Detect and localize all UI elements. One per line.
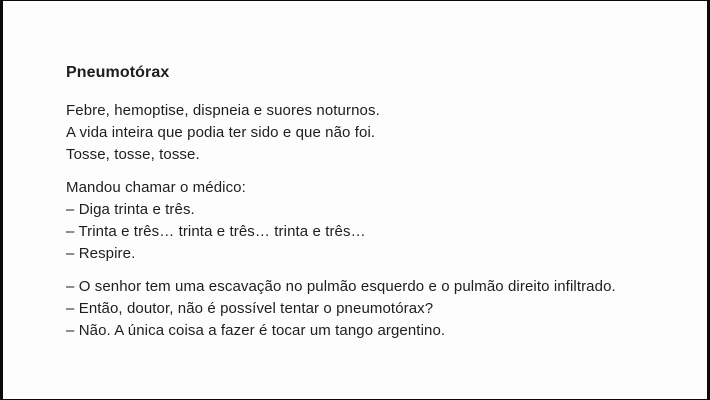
- poem-line: – Não. A única coisa a fazer é tocar um tango argentino.: [66, 322, 446, 339]
- poem-line: A vida inteira que podia ter sido e que não foi.: [66, 124, 376, 141]
- poem-line: – O senhor tem uma escavação no pulmão esquerdo e o pulmão direito infiltrado.: [66, 278, 616, 295]
- stanza-2: [66, 177, 680, 265]
- poem-line: – Então, doutor, não é possível tentar o pneumotórax?: [66, 300, 434, 317]
- poem-line: Tosse, tosse, tosse.: [66, 146, 200, 163]
- poem-line: – Respire.: [66, 245, 136, 262]
- poem-title: Pneumotórax: [66, 64, 170, 81]
- frame-edge-left: [0, 0, 3, 400]
- stanza-3: [66, 276, 680, 342]
- poem-line: – Trinta e três… trinta e três… trinta e três…: [66, 223, 366, 240]
- poem-line: Febre, hemoptise, dispneia e suores noturnos.: [66, 102, 380, 119]
- poem-line: – Diga trinta e três.: [66, 201, 195, 218]
- frame-edge-top: [0, 0, 710, 1]
- stanza-1: [66, 100, 680, 166]
- poem-line: Mandou chamar o médico:: [66, 179, 246, 196]
- poem: [66, 62, 680, 353]
